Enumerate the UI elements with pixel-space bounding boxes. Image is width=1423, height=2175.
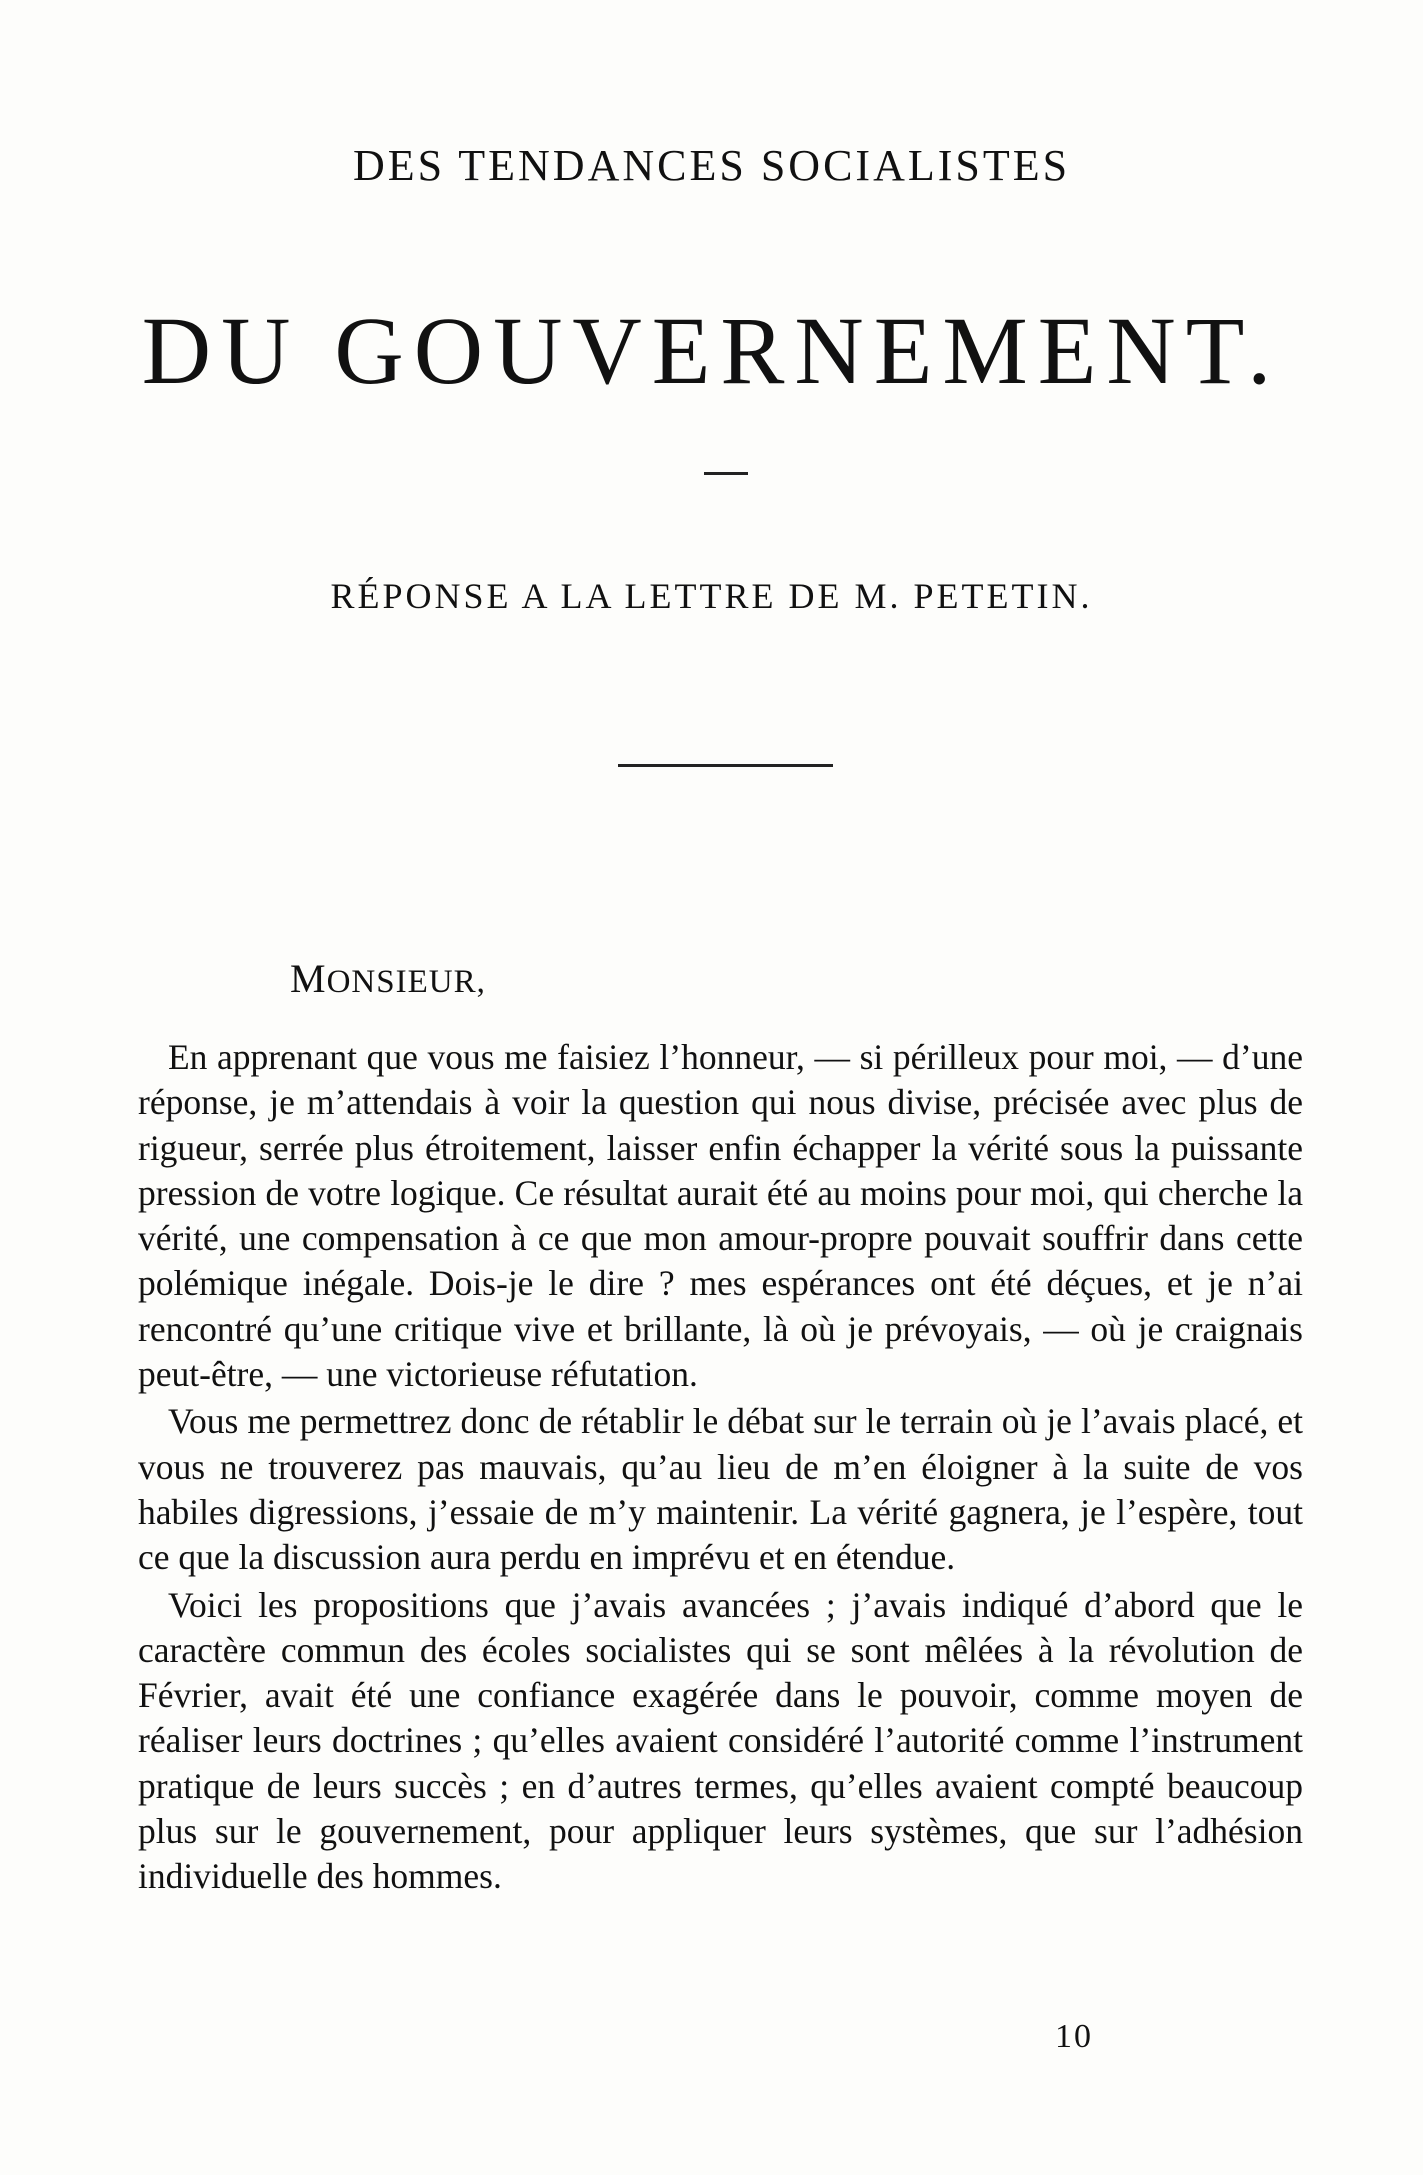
title-line-2: DU GOUVERNEMENT. — [141, 297, 1282, 404]
paragraph-3: Voici les propositions que j’avais avancées ; j’avais indiqué d’abord que le caractère commun des écoles socialistes qui se sont mêlées à la révolution de Février, avait été une confiance exagérée dans le pouvoir, comme moyen de réaliser leurs doctrines ; qu’elles avaient considéré l’autorité comme l’instrument pratique de leurs succès ; en d’autres termes, qu’elles avaient compté beaucoup plus sur le gouvernement, pour appliquer leurs systèmes, que sur l’adhésion individuelle des hommes. — [138, 1584, 1303, 1897]
title-line-1: DES TENDANCES SOCIALISTES — [352, 141, 1071, 190]
salutation-initial: M — [290, 956, 327, 1001]
short-dash-divider — [704, 472, 748, 475]
page-number: 10 — [1055, 2018, 1093, 2055]
subtitle: RÉPONSE A LA LETTRE DE M. PETETIN. — [330, 576, 1093, 616]
paragraph-1: En apprenant que vous me faisiez l’honneur, — si périlleux pour moi, — d’une réponse, je m’attendais à voir la question qui nous divise, précisée avec plus de rigueur, serrée plus étroitement, laisser enfin échapper la vérité sous la puissante pression de votre logique. Ce résultat aurait été au moins pour moi, qui cherche la vérité, une compensation à ce que mon amour-propre pouvait souffrir dans cette polémique inégale. Dois-je le dire ? mes espérances ont été déçues, et je n’ai rencontré qu’une critique vive et brillante, là où je prévoyais, — où je craignais peut-être, — une victorieuse réfutation. — [138, 1037, 1303, 1395]
paragraph-2: Vous me permettrez donc de rétablir le débat sur le terrain où je l’avais placé, et vous ne trouverez pas mauvais, qu’au lieu de m’en éloigner à la suite de vos habiles digressions, j’essaie de m’y maintenir. La vérité gagnera, je l’espère, tout ce que la discussion aura perdu en imprévu et en étendue. — [138, 1401, 1303, 1578]
salutation — [290, 955, 486, 1002]
salutation-rest: ONSIEUR, — [326, 964, 486, 1000]
letter-body — [138, 1035, 1303, 1902]
horizontal-rule — [618, 764, 833, 767]
